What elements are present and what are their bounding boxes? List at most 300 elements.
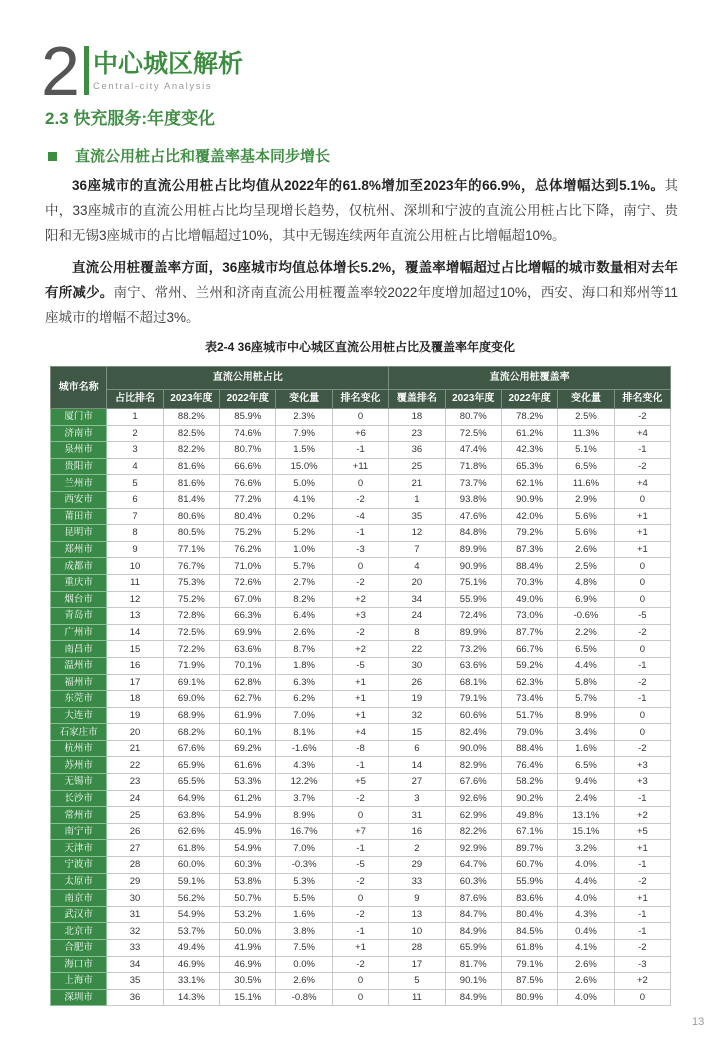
share-rank-change-cell: +6 <box>332 425 388 442</box>
coverage-2023-cell: 90.1% <box>445 973 501 990</box>
share-2023-cell: 75.3% <box>163 574 219 591</box>
coverage-2023-cell: 64.7% <box>445 857 501 874</box>
coverage-2023-cell: 92.6% <box>445 790 501 807</box>
city-name-cell: 福州市 <box>51 674 107 691</box>
city-name-cell: 郑州市 <box>51 541 107 558</box>
share-2023-cell: 75.2% <box>163 591 219 608</box>
share-change-cell: 5.7% <box>276 558 332 575</box>
city-name-cell: 太原市 <box>51 873 107 890</box>
share-rank-cell: 23 <box>107 774 163 791</box>
share-change-cell: 8.1% <box>276 724 332 741</box>
share-2022-cell: 60.1% <box>220 724 276 741</box>
share-change-cell: 1.0% <box>276 541 332 558</box>
table-row <box>51 956 671 973</box>
city-name-cell: 宁波市 <box>51 857 107 874</box>
coverage-2023-cell: 93.8% <box>445 491 501 508</box>
coverage-2023-header: 2023年度 <box>445 390 501 409</box>
share-rank-change-cell: -2 <box>332 873 388 890</box>
coverage-2023-cell: 89.9% <box>445 541 501 558</box>
table-row <box>51 940 671 957</box>
share-rank-cell: 15 <box>107 641 163 658</box>
table-row <box>51 807 671 824</box>
coverage-2022-cell: 79.2% <box>501 525 557 542</box>
coverage-2022-cell: 42.0% <box>501 508 557 525</box>
coverage-2022-cell: 61.8% <box>501 940 557 957</box>
coverage-change-cell: 5.6% <box>558 525 614 542</box>
share-rank-cell: 34 <box>107 956 163 973</box>
coverage-2022-cell: 42.3% <box>501 442 557 459</box>
table-row <box>51 840 671 857</box>
coverage-rank-cell: 34 <box>389 591 445 608</box>
city-name-cell: 深圳市 <box>51 989 107 1006</box>
coverage-2022-cell: 80.9% <box>501 989 557 1006</box>
coverage-2022-cell: 73.4% <box>501 691 557 708</box>
share-rank-change-cell: +1 <box>332 674 388 691</box>
coverage-change-cell: 4.0% <box>558 857 614 874</box>
coverage-rank-change-cell: 0 <box>614 641 670 658</box>
coverage-change-cell: 9.4% <box>558 774 614 791</box>
share-rank-cell: 12 <box>107 591 163 608</box>
share-2023-cell: 69.0% <box>163 691 219 708</box>
coverage-2023-cell: 87.6% <box>445 890 501 907</box>
share-2022-cell: 76.6% <box>220 475 276 492</box>
share-2022-cell: 85.9% <box>220 409 276 426</box>
table-row <box>51 774 671 791</box>
chapter-subtitle: Central-city Analysis <box>93 81 213 92</box>
city-name-cell: 东莞市 <box>51 691 107 708</box>
coverage-rank-change-cell: -2 <box>614 940 670 957</box>
share-2023-cell: 49.4% <box>163 940 219 957</box>
share-2022-cell: 61.9% <box>220 707 276 724</box>
share-2023-cell: 46.9% <box>163 956 219 973</box>
share-2022-cell: 62.7% <box>220 691 276 708</box>
coverage-2022-cell: 90.2% <box>501 790 557 807</box>
share-2023-cell: 82.5% <box>163 425 219 442</box>
coverage-change-cell: 2.6% <box>558 973 614 990</box>
table-row <box>51 574 671 591</box>
coverage-rank-change-cell: -1 <box>614 691 670 708</box>
share-rank-change-cell: -5 <box>332 657 388 674</box>
coverage-2022-cell: 59.2% <box>501 657 557 674</box>
share-rank-change-cell: -5 <box>332 857 388 874</box>
coverage-rank-change-cell: +1 <box>614 541 670 558</box>
share-2023-cell: 61.8% <box>163 840 219 857</box>
city-dc-charger-table <box>50 366 671 1006</box>
share-rank-change-cell: 0 <box>332 890 388 907</box>
table-row <box>51 890 671 907</box>
table-row <box>51 823 671 840</box>
coverage-change-cell: 6.5% <box>558 641 614 658</box>
share-2023-cell: 33.1% <box>163 973 219 990</box>
city-name-cell: 烟台市 <box>51 591 107 608</box>
coverage-2023-cell: 90.9% <box>445 558 501 575</box>
coverage-2022-header: 2022年度 <box>501 390 557 409</box>
share-rank-cell: 1 <box>107 409 163 426</box>
coverage-rank-change-cell: -3 <box>614 956 670 973</box>
share-rank-change-cell: -1 <box>332 442 388 459</box>
share-rank-change-cell: -8 <box>332 740 388 757</box>
coverage-2022-cell: 66.7% <box>501 641 557 658</box>
share-rank-cell: 27 <box>107 840 163 857</box>
coverage-change-cell: 2.4% <box>558 790 614 807</box>
coverage-2023-cell: 84.8% <box>445 525 501 542</box>
coverage-rank-change-cell: +1 <box>614 508 670 525</box>
share-2022-cell: 41.9% <box>220 940 276 957</box>
share-change-cell: 6.3% <box>276 674 332 691</box>
coverage-2022-cell: 67.1% <box>501 823 557 840</box>
share-2022-cell: 62.8% <box>220 674 276 691</box>
share-change-cell: -0.3% <box>276 857 332 874</box>
share-2023-cell: 69.1% <box>163 674 219 691</box>
city-name-cell: 济南市 <box>51 425 107 442</box>
coverage-rank-change-cell: -1 <box>614 857 670 874</box>
city-name-cell: 上海市 <box>51 973 107 990</box>
share-2023-cell: 67.6% <box>163 740 219 757</box>
share-change-cell: 8.7% <box>276 641 332 658</box>
coverage-rank-cell: 10 <box>389 923 445 940</box>
coverage-2022-cell: 58.2% <box>501 774 557 791</box>
share-change-cell: 5.2% <box>276 525 332 542</box>
coverage-rank-cell: 24 <box>389 608 445 625</box>
coverage-rank-cell: 20 <box>389 574 445 591</box>
share-change-cell: 2.6% <box>276 624 332 641</box>
coverage-rank-change-cell: -1 <box>614 657 670 674</box>
share-rank-change-cell: 0 <box>332 807 388 824</box>
share-rank-cell: 30 <box>107 890 163 907</box>
coverage-2023-cell: 79.1% <box>445 691 501 708</box>
table-row <box>51 857 671 874</box>
share-2023-cell: 72.2% <box>163 641 219 658</box>
paragraph-text: 其中，33座城市的直流公用桩占比均呈现增长趋势，仅杭州、深圳和宁波的直流公用桩占比下降，南宁、贵阳和无锡3座城市的占比增幅超过10%，其中无锡连续两年直流公用桩占比增幅超10%。 <box>45 178 678 243</box>
coverage-rank-cell: 17 <box>389 956 445 973</box>
share-change-header: 变化量 <box>276 390 332 409</box>
share-change-cell: -1.6% <box>276 740 332 757</box>
chapter-number: 2 <box>41 32 80 110</box>
coverage-2022-cell: 70.3% <box>501 574 557 591</box>
city-name-cell: 海口市 <box>51 956 107 973</box>
city-name-cell: 苏州市 <box>51 757 107 774</box>
share-rank-change-cell: 0 <box>332 475 388 492</box>
share-2023-cell: 81.6% <box>163 458 219 475</box>
table-row <box>51 691 671 708</box>
share-2023-cell: 54.9% <box>163 906 219 923</box>
city-name-cell: 厦门市 <box>51 409 107 426</box>
table-row <box>51 724 671 741</box>
share-change-cell: 0.2% <box>276 508 332 525</box>
share-2023-cell: 76.7% <box>163 558 219 575</box>
coverage-2022-cell: 88.4% <box>501 558 557 575</box>
coverage-rank-change-cell: +3 <box>614 757 670 774</box>
city-name-cell: 大连市 <box>51 707 107 724</box>
share-change-cell: 7.0% <box>276 707 332 724</box>
share-2022-cell: 80.7% <box>220 442 276 459</box>
table-row <box>51 790 671 807</box>
share-rank-change-cell: +1 <box>332 940 388 957</box>
city-name-header: 城市名称 <box>51 367 107 409</box>
table-row <box>51 475 671 492</box>
share-2023-cell: 65.9% <box>163 757 219 774</box>
share-change-cell: 1.8% <box>276 657 332 674</box>
paragraph-text: 南宁、常州、兰州和济南直流公用桩覆盖率较2022年度增加超过10%，西安、海口和郑州等11座城市的增幅不超过3%。 <box>45 285 678 325</box>
coverage-change-cell: 11.6% <box>558 475 614 492</box>
share-2023-cell: 14.3% <box>163 989 219 1006</box>
share-change-cell: 0.0% <box>276 956 332 973</box>
table-subheader-row <box>51 390 671 409</box>
table-row <box>51 973 671 990</box>
coverage-rank-change-cell: 0 <box>614 558 670 575</box>
share-2023-cell: 72.5% <box>163 624 219 641</box>
coverage-2023-cell: 47.6% <box>445 508 501 525</box>
table-row <box>51 409 671 426</box>
coverage-change-cell: 2.6% <box>558 956 614 973</box>
coverage-change-cell: 4.0% <box>558 890 614 907</box>
share-rank-change-cell: -1 <box>332 757 388 774</box>
coverage-rank-change-header: 排名变化 <box>614 390 670 409</box>
coverage-change-cell: 4.4% <box>558 873 614 890</box>
coverage-change-cell: 2.5% <box>558 558 614 575</box>
coverage-2022-cell: 80.4% <box>501 906 557 923</box>
coverage-rank-cell: 11 <box>389 989 445 1006</box>
coverage-rank-cell: 28 <box>389 940 445 957</box>
share-2022-cell: 69.9% <box>220 624 276 641</box>
share-rank-cell: 4 <box>107 458 163 475</box>
coverage-rank-cell: 1 <box>389 491 445 508</box>
share-rank-change-cell: -3 <box>332 541 388 558</box>
share-change-cell: 2.6% <box>276 973 332 990</box>
coverage-rank-change-cell: 0 <box>614 989 670 1006</box>
coverage-2023-cell: 92.9% <box>445 840 501 857</box>
coverage-rank-change-cell: +4 <box>614 425 670 442</box>
coverage-2023-cell: 67.6% <box>445 774 501 791</box>
share-rank-cell: 3 <box>107 442 163 459</box>
share-rank-change-cell: -2 <box>332 956 388 973</box>
share-2022-cell: 54.9% <box>220 840 276 857</box>
coverage-2022-cell: 76.4% <box>501 757 557 774</box>
coverage-2022-cell: 89.7% <box>501 840 557 857</box>
city-name-cell: 贵阳市 <box>51 458 107 475</box>
share-rank-change-cell: 0 <box>332 973 388 990</box>
coverage-rank-cell: 15 <box>389 724 445 741</box>
coverage-rank-change-cell: +1 <box>614 525 670 542</box>
coverage-change-cell: 1.6% <box>558 740 614 757</box>
share-rank-cell: 26 <box>107 823 163 840</box>
table-row <box>51 873 671 890</box>
share-rank-cell: 29 <box>107 873 163 890</box>
coverage-change-cell: 2.5% <box>558 409 614 426</box>
share-change-cell: 2.3% <box>276 409 332 426</box>
coverage-rank-cell: 27 <box>389 774 445 791</box>
city-name-cell: 北京市 <box>51 923 107 940</box>
share-2022-header: 2022年度 <box>220 390 276 409</box>
coverage-change-cell: 8.9% <box>558 707 614 724</box>
chapter-accent-bar <box>84 46 89 95</box>
table-caption: 表2-4 36座城市中心城区直流公用桩占比及覆盖率年度变化 <box>204 340 516 354</box>
coverage-rank-change-cell: -1 <box>614 906 670 923</box>
share-rank-cell: 19 <box>107 707 163 724</box>
share-2023-cell: 80.6% <box>163 508 219 525</box>
bullet-square-icon <box>48 152 57 161</box>
table-row <box>51 608 671 625</box>
coverage-change-cell: 4.0% <box>558 989 614 1006</box>
coverage-rank-cell: 33 <box>389 873 445 890</box>
coverage-rank-change-cell: +3 <box>614 774 670 791</box>
coverage-2022-cell: 65.3% <box>501 458 557 475</box>
city-name-cell: 莆田市 <box>51 508 107 525</box>
table-row <box>51 906 671 923</box>
share-2022-cell: 61.6% <box>220 757 276 774</box>
coverage-2023-cell: 72.4% <box>445 608 501 625</box>
city-name-cell: 长沙市 <box>51 790 107 807</box>
city-name-cell: 昆明市 <box>51 525 107 542</box>
coverage-change-cell: 5.1% <box>558 442 614 459</box>
coverage-rank-change-cell: 0 <box>614 707 670 724</box>
coverage-change-cell: 6.5% <box>558 458 614 475</box>
coverage-change-cell: 4.3% <box>558 906 614 923</box>
share-rank-change-header: 排名变化 <box>332 390 388 409</box>
table-body <box>51 409 671 1006</box>
share-rank-cell: 8 <box>107 525 163 542</box>
coverage-change-cell: 2.9% <box>558 491 614 508</box>
coverage-rank-change-cell: -2 <box>614 740 670 757</box>
share-rank-cell: 9 <box>107 541 163 558</box>
share-2022-cell: 72.6% <box>220 574 276 591</box>
share-change-cell: 6.2% <box>276 691 332 708</box>
coverage-2023-cell: 60.3% <box>445 873 501 890</box>
share-rank-cell: 28 <box>107 857 163 874</box>
coverage-2022-cell: 84.5% <box>501 923 557 940</box>
coverage-2022-cell: 51.7% <box>501 707 557 724</box>
coverage-rank-cell: 16 <box>389 823 445 840</box>
coverage-rank-change-cell: -1 <box>614 923 670 940</box>
share-rank-cell: 25 <box>107 807 163 824</box>
coverage-2023-cell: 62.9% <box>445 807 501 824</box>
share-2022-cell: 45.9% <box>220 823 276 840</box>
share-rank-cell: 6 <box>107 491 163 508</box>
share-2023-cell: 53.7% <box>163 923 219 940</box>
share-2022-cell: 77.2% <box>220 491 276 508</box>
coverage-change-cell: 4.1% <box>558 940 614 957</box>
share-2023-cell: 68.9% <box>163 707 219 724</box>
coverage-rank-change-cell: -2 <box>614 873 670 890</box>
coverage-rank-cell: 22 <box>389 641 445 658</box>
share-rank-change-cell: -2 <box>332 491 388 508</box>
coverage-rank-change-cell: 0 <box>614 591 670 608</box>
table-row <box>51 458 671 475</box>
share-change-cell: 3.7% <box>276 790 332 807</box>
share-rank-change-cell: +3 <box>332 608 388 625</box>
table-row <box>51 740 671 757</box>
table-row <box>51 558 671 575</box>
coverage-2022-cell: 87.5% <box>501 973 557 990</box>
share-2022-cell: 53.2% <box>220 906 276 923</box>
coverage-2023-cell: 63.6% <box>445 657 501 674</box>
share-2022-cell: 67.0% <box>220 591 276 608</box>
coverage-rank-change-cell: 0 <box>614 491 670 508</box>
share-2022-cell: 61.2% <box>220 790 276 807</box>
coverage-rank-cell: 5 <box>389 973 445 990</box>
coverage-rank-change-cell: +4 <box>614 475 670 492</box>
share-change-cell: 1.6% <box>276 906 332 923</box>
share-rank-cell: 2 <box>107 425 163 442</box>
coverage-2023-cell: 55.9% <box>445 591 501 608</box>
coverage-rank-cell: 9 <box>389 890 445 907</box>
city-name-cell: 兰州市 <box>51 475 107 492</box>
coverage-2022-cell: 87.7% <box>501 624 557 641</box>
coverage-2022-cell: 73.0% <box>501 608 557 625</box>
share-rank-change-cell: +1 <box>332 691 388 708</box>
coverage-2022-cell: 83.6% <box>501 890 557 907</box>
share-rank-change-cell: -4 <box>332 508 388 525</box>
share-rank-change-cell: -2 <box>332 790 388 807</box>
coverage-rank-change-cell: -2 <box>614 624 670 641</box>
share-change-cell: 7.9% <box>276 425 332 442</box>
coverage-change-cell: 6.9% <box>558 591 614 608</box>
table-row <box>51 641 671 658</box>
coverage-2022-cell: 79.0% <box>501 724 557 741</box>
share-change-cell: 15.0% <box>276 458 332 475</box>
city-name-cell: 武汉市 <box>51 906 107 923</box>
share-rank-change-cell: +4 <box>332 724 388 741</box>
coverage-2023-cell: 81.7% <box>445 956 501 973</box>
coverage-2022-cell: 88.4% <box>501 740 557 757</box>
coverage-change-cell: 5.8% <box>558 674 614 691</box>
share-rank-change-cell: 0 <box>332 989 388 1006</box>
bullet-heading: 直流公用桩占比和覆盖率基本同步增长 <box>75 148 331 165</box>
share-rank-cell: 5 <box>107 475 163 492</box>
coverage-rank-cell: 29 <box>389 857 445 874</box>
share-rank-cell: 18 <box>107 691 163 708</box>
coverage-2023-cell: 82.2% <box>445 823 501 840</box>
coverage-rank-cell: 21 <box>389 475 445 492</box>
share-rank-header: 占比排名 <box>107 390 163 409</box>
city-name-cell: 西安市 <box>51 491 107 508</box>
body-paragraph <box>45 173 678 248</box>
coverage-2023-cell: 73.2% <box>445 641 501 658</box>
coverage-rank-cell: 35 <box>389 508 445 525</box>
coverage-rank-cell: 13 <box>389 906 445 923</box>
coverage-2022-cell: 62.3% <box>501 674 557 691</box>
coverage-change-cell: 6.5% <box>558 757 614 774</box>
share-change-cell: 5.3% <box>276 873 332 890</box>
coverage-2023-cell: 75.1% <box>445 574 501 591</box>
coverage-2023-cell: 47.4% <box>445 442 501 459</box>
paragraph-bold-text: 直流公用桩覆盖率方面，36座城市均值总体增长5.2%，覆盖率增幅超过占比增幅的城市数量相对去年有所减少。 <box>45 260 678 300</box>
share-rank-change-cell: +2 <box>332 641 388 658</box>
table-row <box>51 707 671 724</box>
share-2023-cell: 60.0% <box>163 857 219 874</box>
coverage-rank-cell: 36 <box>389 442 445 459</box>
share-rank-cell: 11 <box>107 574 163 591</box>
table-row <box>51 525 671 542</box>
share-rank-cell: 10 <box>107 558 163 575</box>
table-row <box>51 624 671 641</box>
dc-coverage-group-header: 直流公用桩覆盖率 <box>389 367 671 390</box>
share-rank-cell: 20 <box>107 724 163 741</box>
share-rank-cell: 35 <box>107 973 163 990</box>
share-2022-cell: 15.1% <box>220 989 276 1006</box>
coverage-2023-cell: 71.8% <box>445 458 501 475</box>
share-2022-cell: 80.4% <box>220 508 276 525</box>
city-name-cell: 常州市 <box>51 807 107 824</box>
share-rank-cell: 13 <box>107 608 163 625</box>
share-2023-cell: 65.5% <box>163 774 219 791</box>
share-2023-cell: 59.1% <box>163 873 219 890</box>
share-change-cell: 7.0% <box>276 840 332 857</box>
city-name-cell: 石家庄市 <box>51 724 107 741</box>
coverage-rank-cell: 4 <box>389 558 445 575</box>
share-change-cell: -0.8% <box>276 989 332 1006</box>
share-2022-cell: 30.5% <box>220 973 276 990</box>
